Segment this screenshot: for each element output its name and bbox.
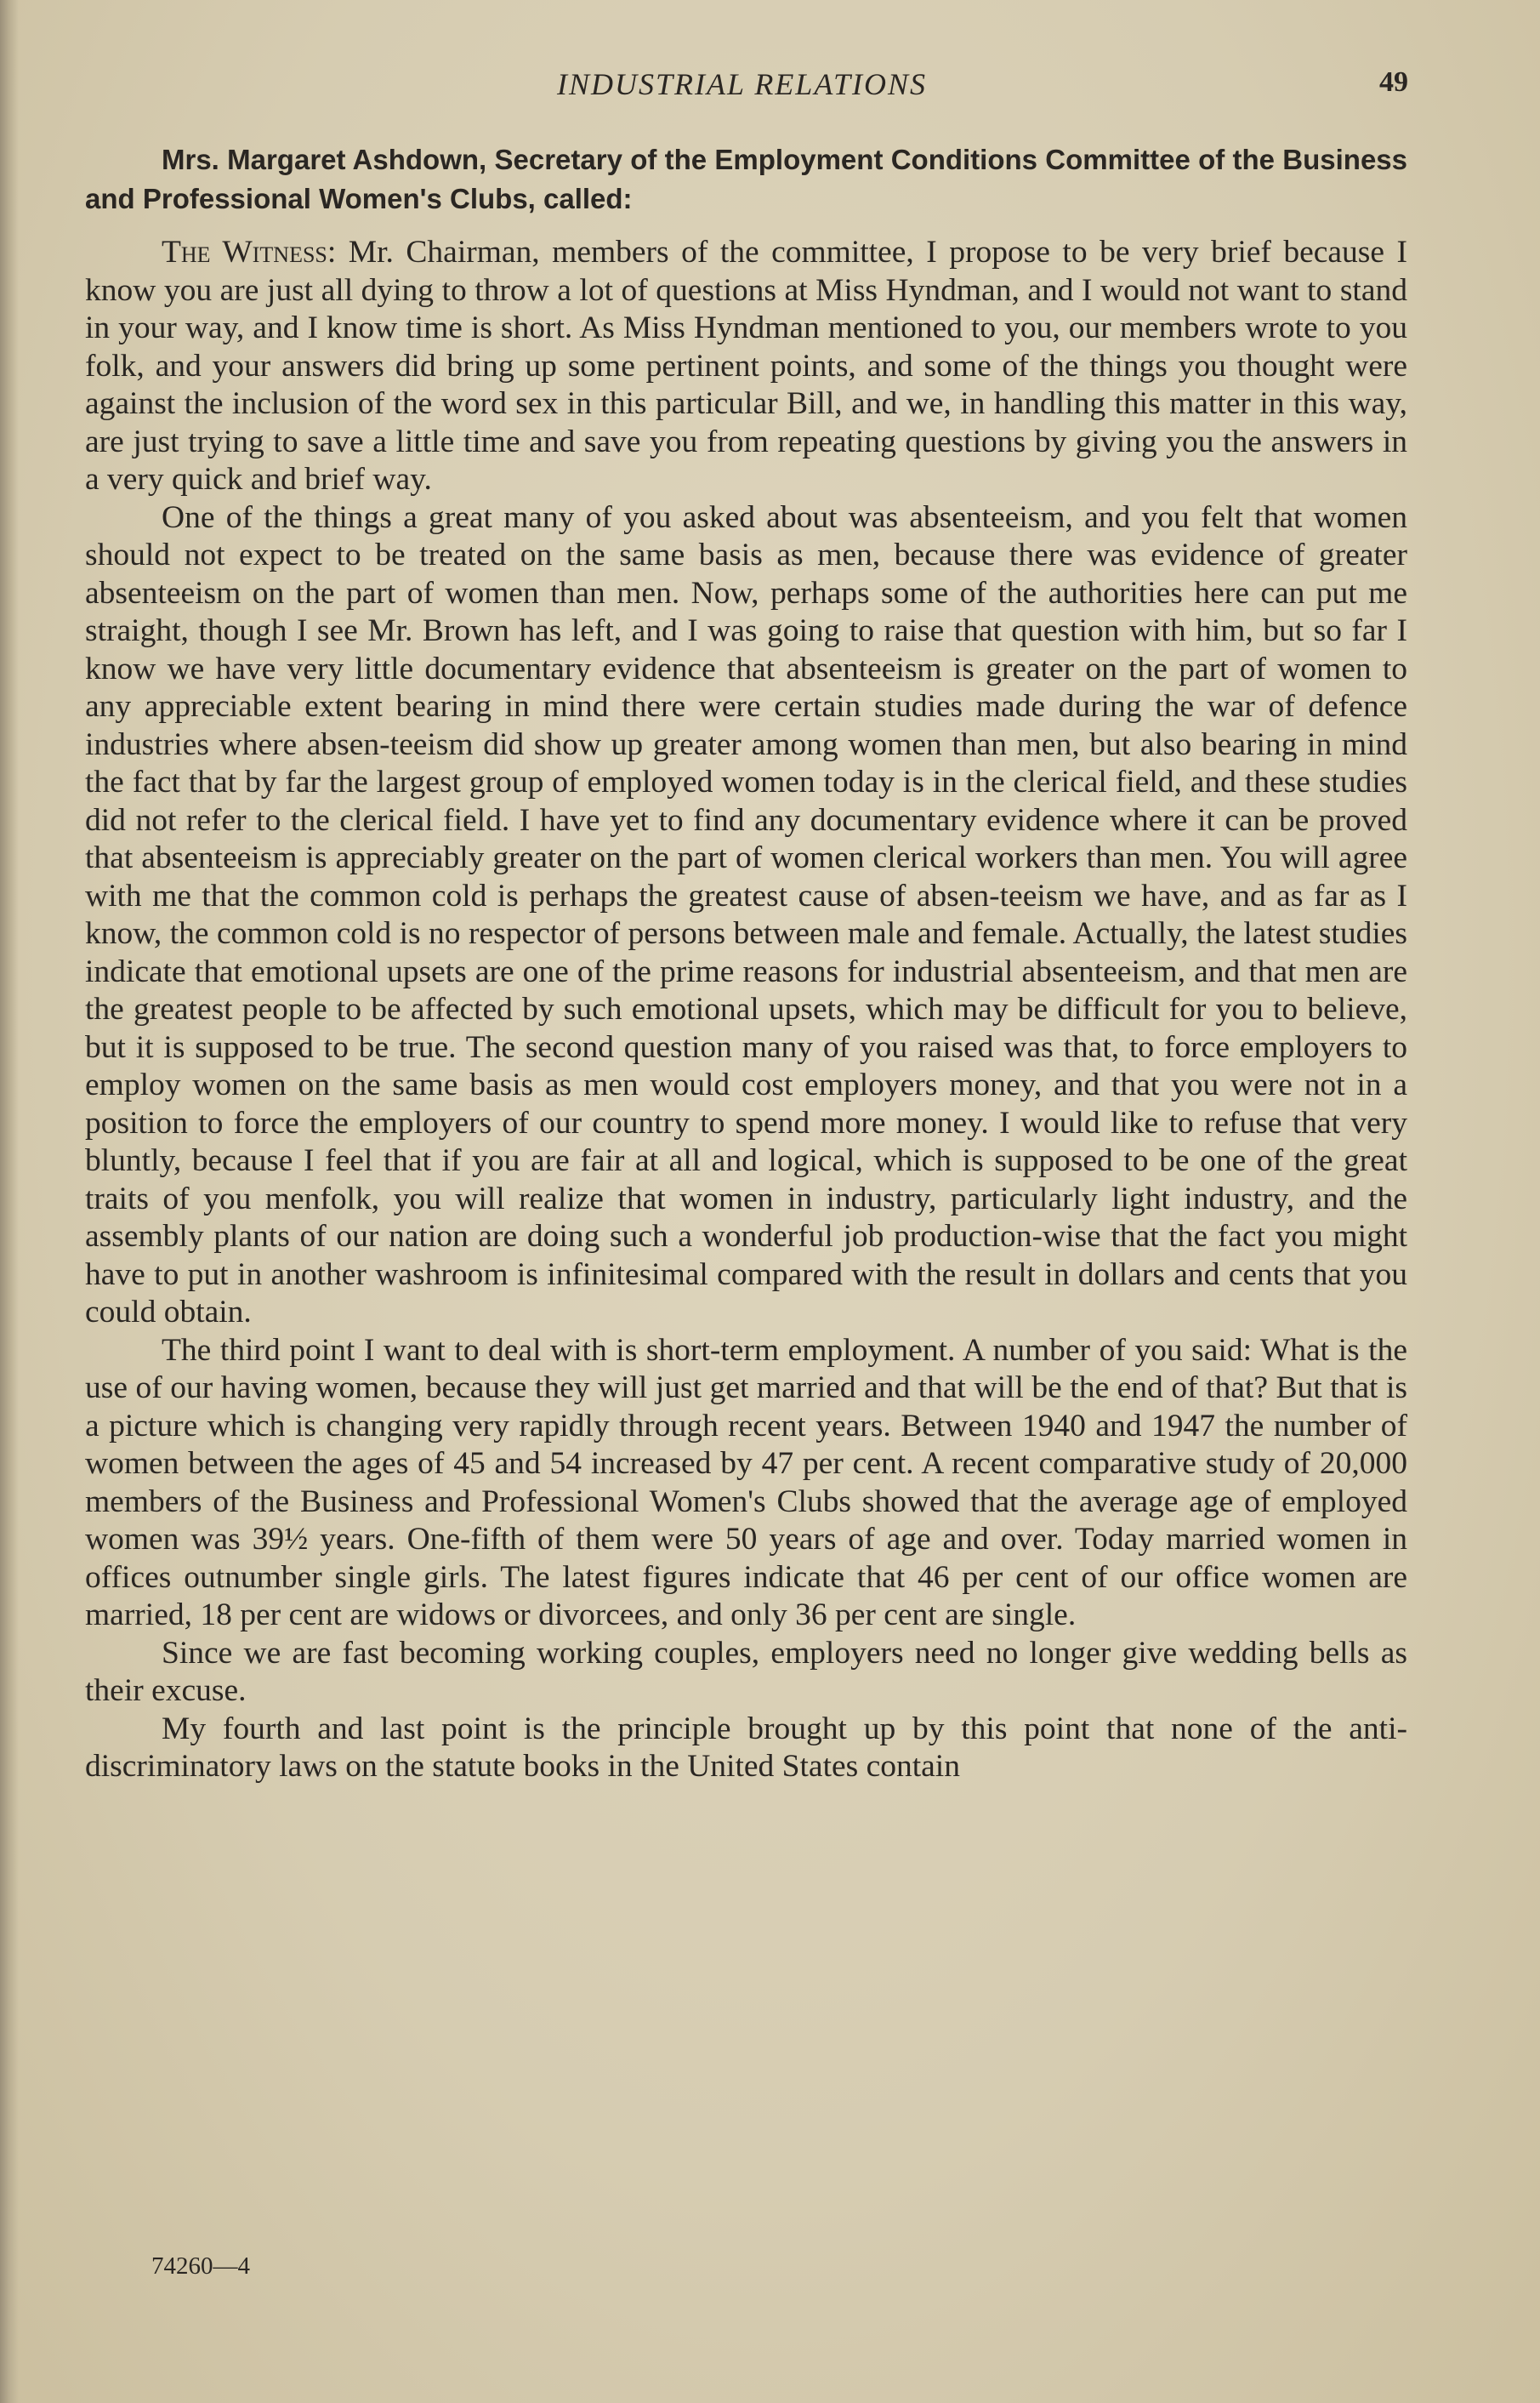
paragraph-4: Since we are fast becoming working couples, employers need no longer give wedding bells as their excuse. — [85, 1635, 1407, 1708]
binding-shadow — [0, 0, 19, 2403]
body-text — [85, 234, 1407, 1786]
page-number: 49 — [1379, 66, 1408, 98]
paragraph-1-text: Mr. Chairman, members of the committee, I propose to be very brief because I know you are just all dying to throw a lot of questions at Miss Hyndman, and I would not want to stand in your way, and I know time is short. As Miss Hyndman mentioned to you, our members wrote to you folk, and your answers did bring up some pertinent points, and some of the things you thought were against the inclusion of the word sex in this particular Bill, and we, in handling this matter in this way, are just trying to save a little time and save you from repeating questions by giving you the answers in a very quick and brief way. — [85, 235, 1407, 497]
witness-heading: Mrs. Margaret Ashdown, Secretary of the Employment Conditions Committee of the Business and Professional Women's Clubs, called: — [85, 144, 1407, 214]
signature-mark: 74260—4 — [151, 2252, 250, 2280]
running-title: INDUSTRIAL RELATIONS — [556, 67, 928, 101]
witness-label: The Witness: — [162, 235, 337, 270]
paragraph-5: My fourth and last point is the principle brought up by this point that none of the anti-discriminatory laws on the statute books in the United States contain — [85, 1711, 1407, 1784]
paragraph-2: One of the things a great many of you asked about was absenteeism, and you felt that women should not expect to be treated on the same basis as men, because there was evidence of greater absenteeism on the part of women than men. Now, perhaps some of the authorities here can put me straight, though I see Mr. Brown has left, and I was going to raise that question with him, but so far I know we have very little documentary evidence that absenteeism is greater on the part of women to any appreciable extent bearing in mind there were certain studies made during the war of defence industries where absen-teeism did show up greater among women than men, but also bearing in mind the fact that by far the largest group of employed women today is in the clerical field, and these studies did not refer to the clerical field. I have yet to find any documentary evidence where it can be proved that absenteeism is appreciably greater on the part of women clerical workers than men. You will agree with me that the common cold is perhaps the greatest cause of absen-teeism we have, and as far as I know, the common cold is no respector of persons between male and female. Actually, the latest studies indicate that emotional upsets are one of the prime reasons for industrial absenteeism, and that men are the greatest people to be affected by such emotional upsets, which may be difficult for you to believe, but it is supposed to be true. The second question many of you raised was that, to force employers to employ women on the same basis as men would cost employers money, and that you were not in a position to force the employers of our country to spend more money. I would like to refuse that very bluntly, because I feel that if you are fair at all and logical, which is supposed to be one of the great traits of you menfolk, you will realize that women in industry, particularly light industry, and the assembly plants of our nation are doing such a wonderful job production-wise that the fact you might have to put in another washroom is infinitesimal compared with the result in dollars and cents that you could obtain. — [85, 499, 1407, 1330]
paragraph-3: The third point I want to deal with is short-term employment. A number of you said: What is the use of our having women, because they will just get married and that will be the end of that? But that is a picture which is changing very rapidly through recent years. Between 1940 and 1947 the number of women between the ages of 45 and 54 increased by 47 per cent. A recent comparative study of 20,000 members of the Business and Professional Women's Clubs showed that the average age of employed women was 39½ years. One-fifth of them were 50 years of age and over. Today married women in offices outnumber single girls. The latest figures indicate that 46 per cent of our office women are married, 18 per cent are widows or divorcees, and only 36 per cent are single. — [85, 1332, 1407, 1632]
paragraph-1 — [85, 234, 1407, 499]
running-header — [0, 66, 1540, 104]
